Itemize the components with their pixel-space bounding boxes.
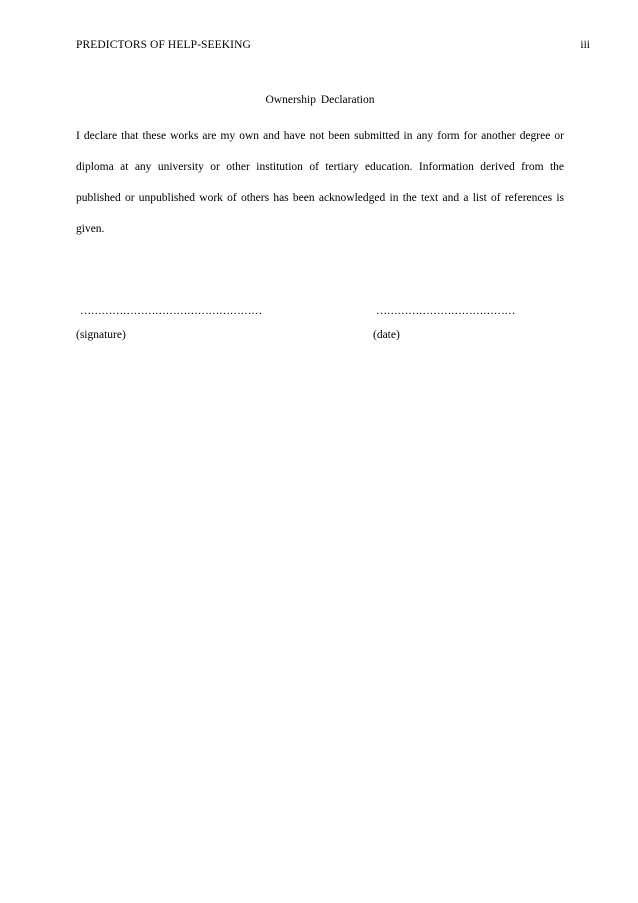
running-head [76, 37, 590, 53]
running-title: PREDICTORS OF HELP-SEEKING [76, 39, 251, 51]
page-number: iii [580, 39, 590, 51]
date-label: (date) [373, 329, 400, 341]
declaration-body: I declare that these works are my own and have not been submitted in any form for another degree or diploma at any university or other institution of tertiary education. Information derived from the published or unpublished work of others has been acknowledged in the text and a list of references is given. [76, 130, 564, 235]
signature-label: (signature) [76, 329, 126, 341]
date-line: ………………………………… [376, 305, 516, 317]
signature-line: …………………………………………… [80, 305, 262, 317]
declaration-heading: Ownership Declaration [265, 94, 375, 106]
